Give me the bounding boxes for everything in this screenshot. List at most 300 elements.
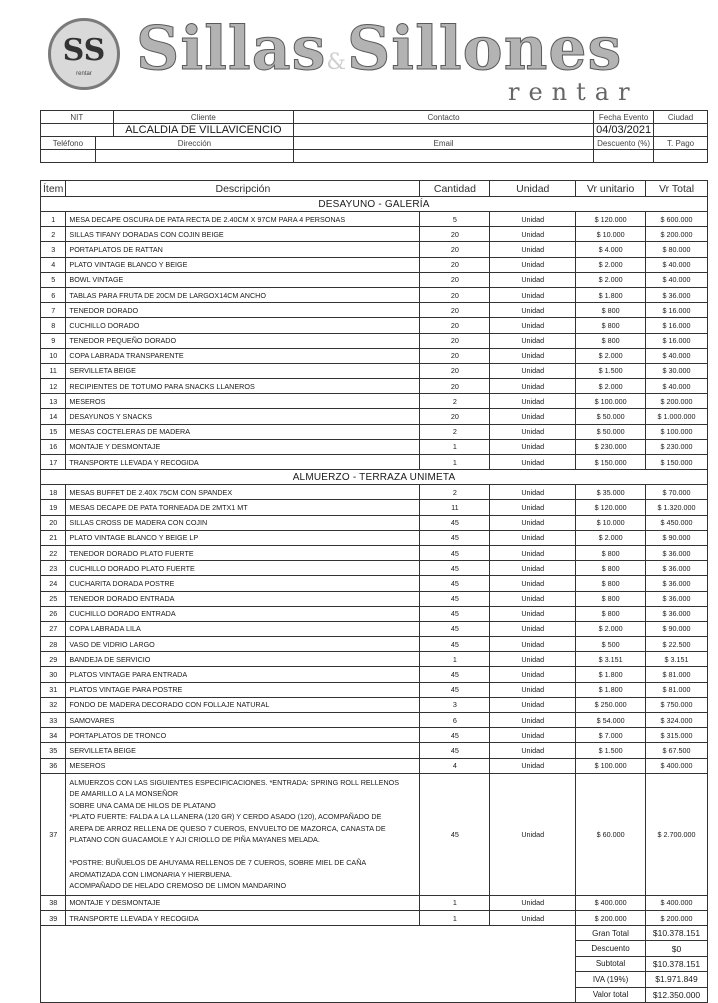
- item-quantity: 45: [420, 515, 490, 530]
- table-row: [41, 485, 708, 500]
- item-quantity: 20: [420, 287, 490, 302]
- item-unit: Unidad: [490, 257, 576, 272]
- item-quantity: 45: [420, 743, 490, 758]
- table-row: [41, 591, 708, 606]
- item-number: 7: [41, 303, 66, 318]
- item-description: MESEROS: [66, 758, 420, 773]
- item-quantity: 2: [420, 394, 490, 409]
- item-total: $ 36.000: [646, 576, 708, 591]
- item-unit: Unidad: [490, 318, 576, 333]
- item-unit: Unidad: [490, 485, 576, 500]
- item-unit: Unidad: [490, 303, 576, 318]
- item-quantity: 4: [420, 758, 490, 773]
- item-unit-price: $ 800: [576, 318, 646, 333]
- item-description: COPA LABRADA LILA: [66, 621, 420, 636]
- col-total: Vr Total: [646, 181, 708, 197]
- item-quantity: 1: [420, 455, 490, 470]
- item-number: 39: [41, 910, 66, 925]
- description-line: SOBRE UNA CAMA DE HILOS DE PLATANO: [69, 800, 216, 810]
- totals-value: $10.378.151: [646, 956, 708, 971]
- item-unit-price: $ 1.800: [576, 667, 646, 682]
- item-total: $ 36.000: [646, 606, 708, 621]
- item-unit: Unidad: [490, 424, 576, 439]
- item-number: 18: [41, 485, 66, 500]
- item-number: 2: [41, 227, 66, 242]
- item-total: $ 40.000: [646, 272, 708, 287]
- item-unit: Unidad: [490, 439, 576, 454]
- item-unit: Unidad: [490, 606, 576, 621]
- table-row: [41, 379, 708, 394]
- item-description: PLATOS VINTAGE PARA POSTRE: [66, 682, 420, 697]
- table-row: [41, 637, 708, 652]
- item-total: $ 16.000: [646, 303, 708, 318]
- item-quantity: 6: [420, 713, 490, 728]
- item-number: 35: [41, 743, 66, 758]
- item-description: TENEDOR DORADO: [66, 303, 420, 318]
- item-unit-price: $ 3.151: [576, 652, 646, 667]
- item-unit-price: $ 500: [576, 637, 646, 652]
- contacto-value: [294, 124, 594, 137]
- description-line: [69, 846, 417, 858]
- table-row: [41, 439, 708, 454]
- item-total: $ 400.000: [646, 758, 708, 773]
- table-row: [41, 333, 708, 348]
- item-total: $ 3.151: [646, 652, 708, 667]
- logo-emblem: [48, 18, 120, 90]
- item-unit: Unidad: [490, 379, 576, 394]
- table-row: [41, 561, 708, 576]
- table-row: [41, 621, 708, 636]
- description-line: AREPA DE ARROZ RELLENA DE QUESO 7 CUEROS, ENVUELTO DE MAZORCA, CANASTA DE: [69, 823, 386, 833]
- fecha-label: Fecha Evento: [594, 111, 654, 124]
- table-row: [41, 758, 708, 773]
- fecha-value: 04/03/2021: [594, 124, 654, 137]
- totals-label: IVA (19%): [576, 972, 646, 987]
- table-row: [41, 910, 708, 925]
- item-description: CUCHILLO DORADO: [66, 318, 420, 333]
- item-quantity: 20: [420, 227, 490, 242]
- item-quantity: 20: [420, 242, 490, 257]
- item-description: MONTAJE Y DESMONTAJE: [66, 895, 420, 910]
- telefono-label: Teléfono: [41, 137, 96, 150]
- item-description: PLATO VINTAGE BLANCO Y BEIGE LP: [66, 530, 420, 545]
- item-unit-price: $ 200.000: [576, 910, 646, 925]
- item-unit: Unidad: [490, 667, 576, 682]
- item-description: SAMOVARES: [66, 713, 420, 728]
- table-row: [41, 576, 708, 591]
- item-unit-price: $ 230.000: [576, 439, 646, 454]
- col-descripcion: Descripción: [66, 181, 420, 197]
- table-row: [41, 697, 708, 712]
- table-row: [41, 652, 708, 667]
- item-quantity: 1: [420, 652, 490, 667]
- item-unit: Unidad: [490, 591, 576, 606]
- item-number: 12: [41, 379, 66, 394]
- item-unit-price: $ 1.800: [576, 682, 646, 697]
- item-unit-price: $ 800: [576, 545, 646, 560]
- item-unit-price: $ 4.000: [576, 242, 646, 257]
- item-total: $ 36.000: [646, 545, 708, 560]
- item-unit-price: $ 1.500: [576, 743, 646, 758]
- item-unit-price: $ 800: [576, 576, 646, 591]
- item-unit-price: $ 2.000: [576, 348, 646, 363]
- item-number: 11: [41, 363, 66, 378]
- item-quantity: 45: [420, 576, 490, 591]
- email-value: [294, 150, 594, 163]
- logo-wordmark: [136, 14, 622, 84]
- item-unit-price: $ 2.000: [576, 272, 646, 287]
- item-number: 38: [41, 895, 66, 910]
- table-row: [41, 257, 708, 272]
- item-quantity: 45: [420, 606, 490, 621]
- item-number: 20: [41, 515, 66, 530]
- item-unit-price: $ 800: [576, 561, 646, 576]
- table-row: [41, 895, 708, 910]
- item-total: $ 40.000: [646, 379, 708, 394]
- item-total: $ 200.000: [646, 394, 708, 409]
- item-unit: Unidad: [490, 758, 576, 773]
- item-quantity: 1: [420, 895, 490, 910]
- table-row: [41, 667, 708, 682]
- description-line: *PLATO FUERTE: FALDA A LA LLANERA (120 GR) Y CERDO ASADO (120), ACOMPAÑADO DE: [69, 812, 382, 822]
- table-row: [41, 303, 708, 318]
- item-description: BOWL VINTAGE: [66, 272, 420, 287]
- totals-label: Descuento: [576, 941, 646, 956]
- item-description: CUCHILLO DORADO PLATO FUERTE: [66, 561, 420, 576]
- item-unit: Unidad: [490, 561, 576, 576]
- item-description: TRANSPORTE LLEVADA Y RECOGIDA: [66, 455, 420, 470]
- item-number: 32: [41, 697, 66, 712]
- table-row: [41, 545, 708, 560]
- item-unit-price: $ 100.000: [576, 394, 646, 409]
- section-header: [41, 470, 708, 485]
- item-description: [66, 773, 420, 895]
- col-unitario: Vr unitario: [576, 181, 646, 197]
- item-unit-price: $ 150.000: [576, 455, 646, 470]
- item-description: BANDEJA DE SERVICIO: [66, 652, 420, 667]
- item-quantity: 11: [420, 500, 490, 515]
- item-description: MESAS DECAPE DE PATA TORNEADA DE 2MTX1 MT: [66, 500, 420, 515]
- item-description: SERVILLETA BEIGE: [66, 363, 420, 378]
- item-number: 36: [41, 758, 66, 773]
- totals-label: Subtotal: [576, 956, 646, 971]
- item-number: 17: [41, 455, 66, 470]
- item-quantity: 20: [420, 318, 490, 333]
- item-unit: Unidad: [490, 242, 576, 257]
- item-quantity: 2: [420, 485, 490, 500]
- item-description: DESAYUNOS Y SNACKS: [66, 409, 420, 424]
- totals-label: Valor total: [576, 987, 646, 1002]
- item-unit: Unidad: [490, 576, 576, 591]
- item-quantity: 45: [420, 545, 490, 560]
- item-quantity: 20: [420, 303, 490, 318]
- item-description: MESEROS: [66, 394, 420, 409]
- item-unit: Unidad: [490, 227, 576, 242]
- item-total: $ 200.000: [646, 910, 708, 925]
- item-number: 34: [41, 728, 66, 743]
- item-total: $ 230.000: [646, 439, 708, 454]
- item-number: 24: [41, 576, 66, 591]
- pago-label: T. Pago: [654, 137, 708, 150]
- item-quantity: 45: [420, 773, 490, 895]
- description-line: PLATANO CON GUACAMOLE Y AJI CRIOLLO DE PIÑA MAYANES MELADA.: [69, 835, 320, 845]
- logo-monogram: SS: [62, 33, 106, 68]
- col-cantidad: Cantidad: [420, 181, 490, 197]
- item-total: $ 324.000: [646, 713, 708, 728]
- item-total: $ 40.000: [646, 348, 708, 363]
- item-description: CUCHILLO DORADO ENTRADA: [66, 606, 420, 621]
- descuento-label: Descuento (%): [594, 137, 654, 150]
- ciudad-label: Ciudad: [654, 111, 708, 124]
- client-header-table: [40, 110, 708, 163]
- item-unit: Unidad: [490, 394, 576, 409]
- item-number: 3: [41, 242, 66, 257]
- telefono-value: [41, 150, 96, 163]
- section-title: ALMUERZO - TERRAZA UNIMETA: [41, 470, 708, 485]
- items-body: [41, 197, 708, 926]
- section-title: DESAYUNO - GALERÍA: [41, 197, 708, 212]
- table-row: [41, 728, 708, 743]
- item-description: PLATOS VINTAGE PARA ENTRADA: [66, 667, 420, 682]
- item-unit-price: $ 1.500: [576, 363, 646, 378]
- item-unit-price: $ 2.000: [576, 257, 646, 272]
- col-unidad: Unidad: [490, 181, 576, 197]
- item-unit: Unidad: [490, 652, 576, 667]
- item-quantity: 45: [420, 728, 490, 743]
- item-unit: Unidad: [490, 697, 576, 712]
- item-quantity: 45: [420, 621, 490, 636]
- item-unit-price: $ 60.000: [576, 773, 646, 895]
- totals-value: $0: [646, 941, 708, 956]
- item-total: $ 81.000: [646, 667, 708, 682]
- item-unit-price: $ 400.000: [576, 895, 646, 910]
- item-quantity: 5: [420, 212, 490, 227]
- item-quantity: 20: [420, 363, 490, 378]
- nit-value: [41, 124, 114, 137]
- description-line: AROMATIZADA CON LIMONARIA Y HIERBUENA.: [69, 869, 232, 879]
- item-unit: Unidad: [490, 455, 576, 470]
- item-description: TENEDOR DORADO PLATO FUERTE: [66, 545, 420, 560]
- item-unit: Unidad: [490, 713, 576, 728]
- items-table: [40, 180, 708, 926]
- item-quantity: 45: [420, 591, 490, 606]
- item-quantity: 45: [420, 561, 490, 576]
- table-row: [41, 242, 708, 257]
- item-description: SILLAS CROSS DE MADERA CON COJIN: [66, 515, 420, 530]
- table-row: [41, 348, 708, 363]
- item-total: $ 30.000: [646, 363, 708, 378]
- item-unit: Unidad: [490, 530, 576, 545]
- item-quantity: 20: [420, 348, 490, 363]
- contacto-label: Contacto: [294, 111, 594, 124]
- item-total: $ 400.000: [646, 895, 708, 910]
- item-number: 37: [41, 773, 66, 895]
- table-row: [41, 606, 708, 621]
- item-unit: Unidad: [490, 333, 576, 348]
- item-quantity: 20: [420, 272, 490, 287]
- item-number: 28: [41, 637, 66, 652]
- item-number: 1: [41, 212, 66, 227]
- table-row: [41, 409, 708, 424]
- item-total: $ 40.000: [646, 257, 708, 272]
- item-number: 23: [41, 561, 66, 576]
- item-number: 19: [41, 500, 66, 515]
- table-row: [41, 743, 708, 758]
- description-line: ALMUERZOS CON LAS SIGUIENTES ESPECIFICACIONES. *ENTRADA: SPRING ROLL RELLENOS: [69, 777, 400, 787]
- item-unit-price: $ 35.000: [576, 485, 646, 500]
- item-unit-price: $ 800: [576, 591, 646, 606]
- item-description: MONTAJE Y DESMONTAJE: [66, 439, 420, 454]
- item-total: $ 16.000: [646, 318, 708, 333]
- item-unit-price: $ 2.000: [576, 621, 646, 636]
- table-row: [41, 394, 708, 409]
- item-unit: Unidad: [490, 287, 576, 302]
- item-unit: Unidad: [490, 910, 576, 925]
- cliente-label: Cliente: [113, 111, 293, 124]
- item-unit-price: $ 2.000: [576, 379, 646, 394]
- table-row: [41, 530, 708, 545]
- item-quantity: 20: [420, 257, 490, 272]
- item-total: $ 36.000: [646, 561, 708, 576]
- item-unit-price: $ 800: [576, 606, 646, 621]
- item-unit: Unidad: [490, 409, 576, 424]
- table-row: [41, 682, 708, 697]
- item-description: TENEDOR DORADO ENTRADA: [66, 591, 420, 606]
- totals-value: $12.350.000: [646, 987, 708, 1002]
- item-number: 4: [41, 257, 66, 272]
- item-number: 15: [41, 424, 66, 439]
- logo-word-1: Sillas: [136, 14, 327, 84]
- item-description: TRANSPORTE LLEVADA Y RECOGIDA: [66, 910, 420, 925]
- table-row: [41, 500, 708, 515]
- totals-value: $1.971.849: [646, 972, 708, 987]
- item-description: TABLAS PARA FRUTA DE 20CM DE LARGOX14CM ANCHO: [66, 287, 420, 302]
- item-number: 6: [41, 287, 66, 302]
- item-unit: Unidad: [490, 212, 576, 227]
- item-total: $ 1.320.000: [646, 500, 708, 515]
- logo-emblem-sub: rentar: [76, 71, 92, 77]
- totals-value: $10.378.151: [646, 926, 708, 941]
- logo-word-2: Sillones: [346, 14, 623, 84]
- item-number: 25: [41, 591, 66, 606]
- item-number: 13: [41, 394, 66, 409]
- item-unit: Unidad: [490, 500, 576, 515]
- item-description: FONDO DE MADERA DECORADO CON FOLLAJE NATURAL: [66, 697, 420, 712]
- logo-amp: &: [326, 50, 347, 75]
- cliente-value: ALCALDIA DE VILLAVICENCIO: [113, 124, 293, 137]
- item-total: $ 2.700.000: [646, 773, 708, 895]
- item-number: 27: [41, 621, 66, 636]
- item-number: 10: [41, 348, 66, 363]
- item-total: $ 450.000: [646, 515, 708, 530]
- item-number: 29: [41, 652, 66, 667]
- pago-value: [654, 150, 708, 163]
- table-row: [41, 773, 708, 895]
- item-total: $ 750.000: [646, 697, 708, 712]
- item-unit-price: $ 7.000: [576, 728, 646, 743]
- item-quantity: 45: [420, 530, 490, 545]
- item-total: $ 36.000: [646, 287, 708, 302]
- direccion-value: [95, 150, 293, 163]
- item-description: COPA LABRADA TRANSPARENTE: [66, 348, 420, 363]
- item-number: 26: [41, 606, 66, 621]
- company-logo: [40, 14, 700, 108]
- item-total: $ 200.000: [646, 227, 708, 242]
- item-total: $ 36.000: [646, 591, 708, 606]
- item-total: $ 1.000.000: [646, 409, 708, 424]
- logo-rentar: rentar: [508, 78, 639, 106]
- table-row: [41, 455, 708, 470]
- item-quantity: 3: [420, 697, 490, 712]
- section-header: [41, 197, 708, 212]
- nit-label: NIT: [41, 111, 114, 124]
- item-quantity: 45: [420, 667, 490, 682]
- item-description: PORTAPLATOS DE TRONCO: [66, 728, 420, 743]
- item-unit-price: $ 10.000: [576, 515, 646, 530]
- item-quantity: 1: [420, 439, 490, 454]
- item-number: 8: [41, 318, 66, 333]
- item-description: TENEDOR PEQUEÑO DORADO: [66, 333, 420, 348]
- item-unit: Unidad: [490, 637, 576, 652]
- item-unit-price: $ 800: [576, 303, 646, 318]
- item-unit-price: $ 250.000: [576, 697, 646, 712]
- item-unit-price: $ 120.000: [576, 212, 646, 227]
- item-unit-price: $ 800: [576, 333, 646, 348]
- descuento-value: [594, 150, 654, 163]
- totals-blank: [41, 926, 576, 1003]
- item-unit: Unidad: [490, 621, 576, 636]
- item-unit: Unidad: [490, 363, 576, 378]
- item-unit: Unidad: [490, 272, 576, 287]
- direccion-label: Dirección: [95, 137, 293, 150]
- item-number: 5: [41, 272, 66, 287]
- col-item: Ítem: [41, 181, 66, 197]
- item-number: 9: [41, 333, 66, 348]
- item-description: CUCHARITA DORADA POSTRE: [66, 576, 420, 591]
- table-row: [41, 272, 708, 287]
- item-description: MESAS COCTELERAS DE MADERA: [66, 424, 420, 439]
- item-number: 16: [41, 439, 66, 454]
- item-unit-price: $ 10.000: [576, 227, 646, 242]
- item-unit: Unidad: [490, 682, 576, 697]
- item-total: $ 150.000: [646, 455, 708, 470]
- item-quantity: 45: [420, 682, 490, 697]
- item-unit: Unidad: [490, 743, 576, 758]
- item-unit-price: $ 120.000: [576, 500, 646, 515]
- item-unit: Unidad: [490, 773, 576, 895]
- description-line: DE AMARILLO A LA MONSEÑOR: [69, 789, 179, 799]
- table-row: [41, 227, 708, 242]
- item-total: $ 22.500: [646, 637, 708, 652]
- item-number: 21: [41, 530, 66, 545]
- description-line: ACOMPAÑADO DE HELADO CREMOSO DE LIMON MANDARINO: [69, 881, 287, 891]
- table-row: [41, 212, 708, 227]
- email-label: Email: [294, 137, 594, 150]
- description-line: *POSTRE: BUÑUELOS DE AHUYAMA RELLENOS DE 7 CUEROS, SOBRE MIEL DE CAÑA: [69, 858, 367, 868]
- item-number: 33: [41, 713, 66, 728]
- table-row: [41, 287, 708, 302]
- totals-body: [41, 926, 708, 1003]
- totals-table: [40, 925, 708, 1003]
- item-quantity: 45: [420, 637, 490, 652]
- item-total: $ 600.000: [646, 212, 708, 227]
- item-total: $ 90.000: [646, 530, 708, 545]
- item-quantity: 20: [420, 379, 490, 394]
- item-description: SERVILLETA BEIGE: [66, 743, 420, 758]
- item-number: 30: [41, 667, 66, 682]
- item-unit: Unidad: [490, 728, 576, 743]
- item-unit: Unidad: [490, 895, 576, 910]
